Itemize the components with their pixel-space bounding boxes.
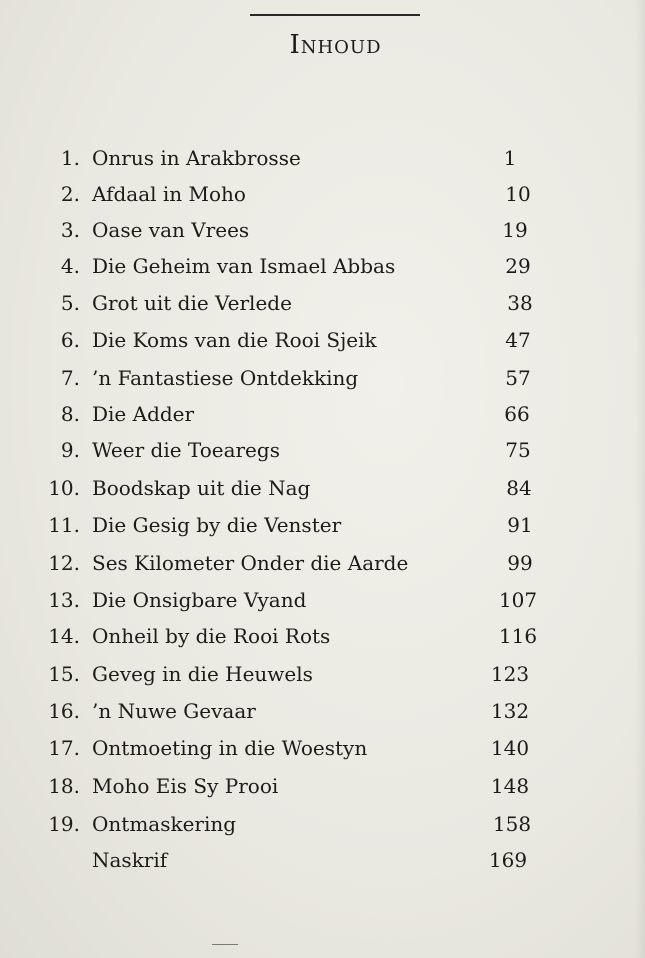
toc-entry-title: Geveg in die Heuwels [92, 662, 313, 686]
toc-entry [0, 396, 645, 432]
toc-entry-page: 99 [507, 551, 533, 575]
toc-entry-page: 140 [490, 736, 530, 760]
toc-entry-page: 132 [490, 699, 530, 723]
toc-entry-page: 169 [488, 848, 528, 872]
toc-entry [0, 656, 645, 692]
toc-entry-title: Onrus in Arakbrosse [92, 146, 301, 170]
toc-entry-title: Ontmaskering [92, 812, 237, 836]
toc-entry-page: 107 [498, 588, 538, 612]
toc-entry-title: Weer die Toearegs [92, 438, 280, 462]
toc-entry [0, 842, 645, 878]
toc-entry-number: 8. [60, 402, 80, 426]
toc-entry-title: Onheil by die Rooi Rots [92, 624, 331, 648]
toc-entry [0, 322, 645, 358]
toc-entry-page: 19 [502, 218, 528, 242]
toc-entry-title: ’n Fantastiese Ontdekking [92, 366, 359, 390]
toc-entry-page: 148 [490, 774, 530, 798]
toc-entry-page: 38 [507, 291, 533, 315]
toc-entry-number: 15. [48, 662, 80, 686]
toc-entry-number: 2. [60, 182, 80, 206]
toc-entry-title: Oase van Vrees [92, 218, 250, 242]
toc-entry-title: Die Adder [92, 402, 195, 426]
toc-entry [0, 806, 645, 842]
toc-entry-number: 1. [60, 146, 80, 170]
toc-entry-page: 57 [505, 366, 531, 390]
toc-entry-title: Die Koms van die Rooi Sjeik [92, 328, 377, 352]
toc-entry-title: ’n Nuwe Gevaar [92, 699, 256, 723]
toc-entry-page: 10 [505, 182, 531, 206]
toc-entry-number: 18. [48, 774, 80, 798]
toc-entry-number: 7. [60, 366, 80, 390]
toc-entry-page: 1 [503, 146, 517, 170]
toc-entry-title: Grot uit die Verlede [92, 291, 292, 315]
toc-entry-number: 4. [60, 254, 80, 278]
toc-entry [0, 285, 645, 321]
toc-entry-page: 116 [498, 624, 538, 648]
toc-entry-number: 3. [60, 218, 80, 242]
toc-entry-page: 66 [504, 402, 530, 426]
toc-entry-number: 10. [48, 476, 80, 500]
toc-entry [0, 360, 645, 396]
toc-entry [0, 470, 645, 506]
page-edge-shadow [635, 0, 645, 958]
toc-entry [0, 545, 645, 581]
toc-entry-title: Die Geheim van Ismael Abbas [92, 254, 396, 278]
toc-entry-number: 11. [48, 513, 80, 537]
toc-entry [0, 507, 645, 543]
toc-entry [0, 693, 645, 729]
toc-entry-number: 6. [60, 328, 80, 352]
bottom-rule [212, 944, 238, 945]
toc-entry-title: Die Gesig by die Venster [92, 513, 342, 537]
toc-entry-page: 158 [492, 812, 532, 836]
toc-entry-number: 5. [60, 291, 80, 315]
toc-entry-title: Ontmoeting in die Woestyn [92, 736, 368, 760]
top-rule [250, 14, 420, 16]
toc-entry-page: 123 [490, 662, 530, 686]
toc-entry-number: 17. [48, 736, 80, 760]
toc-entry [0, 176, 645, 212]
toc-entry [0, 432, 645, 468]
toc-entry [0, 248, 645, 284]
toc-entry-number: 12. [48, 551, 80, 575]
toc-entry-number: 13. [48, 588, 80, 612]
toc-entry-number: 16. [48, 699, 80, 723]
toc-entry-title: Die Onsigbare Vyand [92, 588, 307, 612]
toc-entry-title: Ses Kilometer Onder die Aarde [92, 551, 409, 575]
toc-entry-title: Boodskap uit die Nag [92, 476, 311, 500]
toc-entry-page: 47 [505, 328, 531, 352]
toc-entry [0, 582, 645, 618]
toc-entry [0, 140, 645, 176]
page-title: Inhoud [289, 30, 382, 60]
toc-entry [0, 730, 645, 766]
toc-entry-title: Afdaal in Moho [92, 182, 246, 206]
toc-entry-title: Naskrif [92, 848, 168, 872]
toc-entry [0, 212, 645, 248]
toc-entry [0, 618, 645, 654]
toc-entry-page: 84 [506, 476, 532, 500]
toc-entry [0, 768, 645, 804]
toc-entry-page: 75 [505, 438, 531, 462]
toc-entry-page: 29 [505, 254, 531, 278]
toc-entry-page: 91 [507, 513, 533, 537]
toc-entry-title: Moho Eis Sy Prooi [92, 774, 279, 798]
toc-entry-number: 9. [60, 438, 80, 462]
toc-entry-number: 19. [48, 812, 80, 836]
toc-entry-number: 14. [48, 624, 80, 648]
